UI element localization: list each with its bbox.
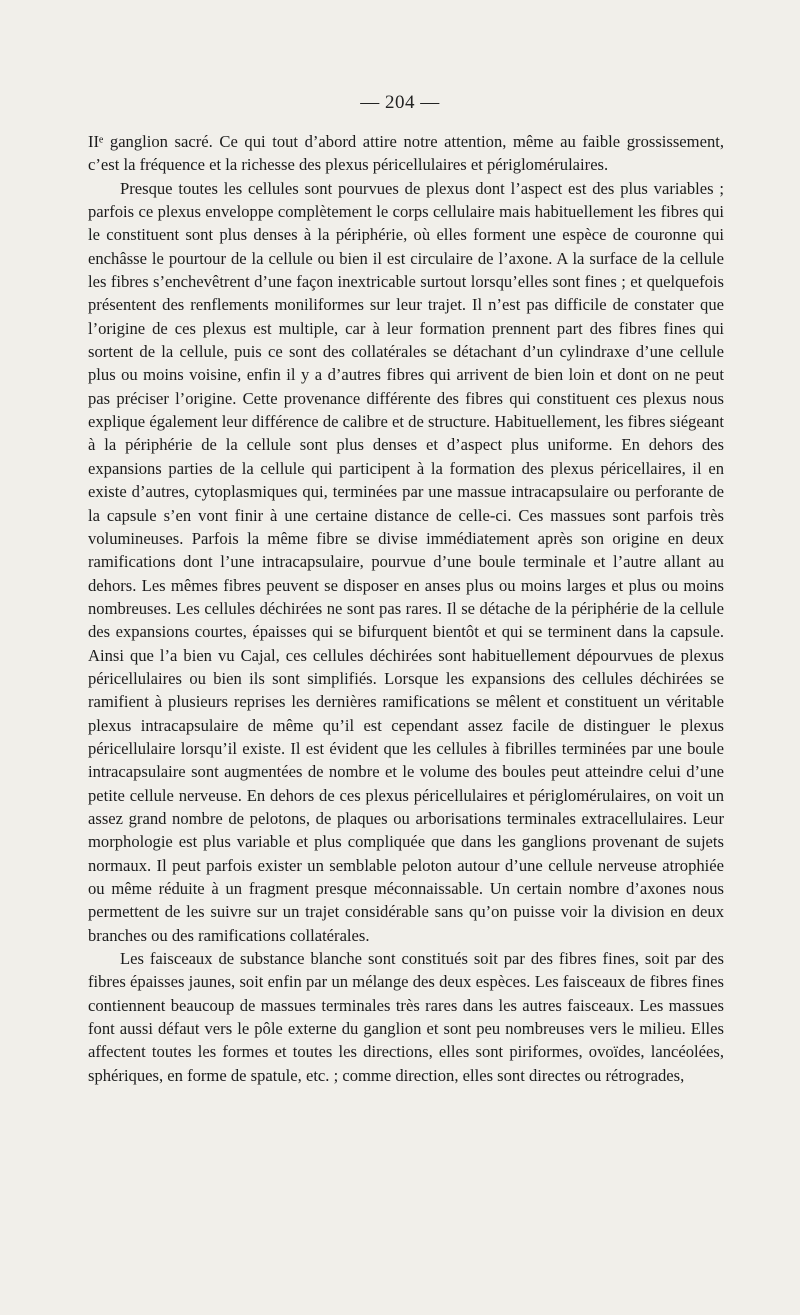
body-text <box>88 130 724 1087</box>
paragraph-3: Les faisceaux de substance blanche sont constitués soit par des fibres fines, soit par des fibres épaisses jaunes, soit enfin par un mélange des deux espèces. Les faisceaux de fibres fines contiennent beaucoup de massues terminales très rares dans les autres faisceaux. Les massues font aussi défaut vers le pôle externe du ganglion et sont peu nombreuses vers le milieu. Elles affectent toutes les formes et toutes les directions, elles sont piriformes, ovoïdes, lancéolées, sphériques, en forme de spatule, etc. ; comme direction, elles sont directes ou rétrogrades, <box>88 949 724 1085</box>
paragraph-1: IIᵉ ganglion sacré. Ce qui tout d’abord attire notre attention, même au faible grossissement, c’est la fréquence et la richesse des plexus péricellulaires et périglomérulaires. <box>88 132 724 175</box>
paragraph-2: Presque toutes les cellules sont pourvues de plexus dont l’aspect est des plus variables ; parfois ce plexus enveloppe complètement le corps cellulaire mais habituellement les fibres qui le constituent sont plus denses à la périphérie, où elles forment une espèce de couronne qui enchâsse le pourtour de la cellule ou bien il est circulaire de l’axone. A la surface de la cellule les fibres s’enchevêtrent d’une façon inextricable surtout lorsqu’elles sont fines ; et quelquefois présentent des renflements moniliformes sur leur trajet. Il n’est pas difficile de constater que l’origine de ces plexus est multiple, car à leur formation prennent part des fibres fines qui sortent de la cellule, puis ce sont des collatérales se détachant d’un cylindraxe d’une cellule plus ou moins voisine, enfin il y a d’autres fibres qui arrivent de bien loin et dont on ne peut pas préciser l’origine. Cette provenance différente des fibres qui constituent ces plexus nous explique également leur différence de calibre et de structure. Habituellement, les fibres siégeant à la périphérie de la cellule sont plus denses et d’aspect plus uniforme. En dehors des expansions parties de la cellule qui participent à la formation des plexus péricellaires, il en existe d’autres, cytoplasmiques qui, terminées par une massue intracapsulaire ou perforante de la capsule s’en vont finir à une certaine distance de celle-ci. Ces massues sont parfois très volumineuses. Parfois la même fibre se divise immédiatement après son origine en deux ramifications dont l’une intracapsulaire, pourvue d’une boule terminale et l’autre allant au dehors. Les mêmes fibres peuvent se disposer en anses plus ou moins larges et plus ou moins nombreuses. Les cellules déchirées ne sont pas rares. Il se détache de la périphérie de la cellule des expansions courtes, épaisses qui se bifurquent bientôt et qui se terminent dans la capsule. Ainsi que l’a bien vu Cajal, ces cellules déchirées sont habituellement dépourvues de plexus péricellulaires ou bien ils sont simplifiés. Lorsque les expansions des cellules déchirées se ramifient à plusieurs reprises les dernières ramifications se mêlent et constituent un véritable plexus intracapsulaire de même qu’il est cependant assez facile de distinguer le plexus péricellulaire lorsqu’il existe. Il est évident que les cellules à fibrilles terminées par une boule intracapsulaire sont augmentées de nombre et le volume des boules peut atteindre celui d’une petite cellule nerveuse. En dehors de ces plexus péricellulaires et périglomérulaires, on voit un assez grand nombre de pelotons, de plaques ou arborisations terminales extracellulaires. Leur morphologie est plus variable et plus compliquée que dans les ganglions provenant de sujets normaux. Il peut parfois exister un semblable peloton autour d’une cellule nerveuse atrophiée ou même réduite à un fragment presque méconnaissable. Un certain nombre d’axones nous permettent de les suivre sur un trajet considérable sans qu’on puisse voir la division en deux branches ou des ramifications collatérales. <box>88 178 724 945</box>
page-number: — 204 — <box>360 92 440 113</box>
